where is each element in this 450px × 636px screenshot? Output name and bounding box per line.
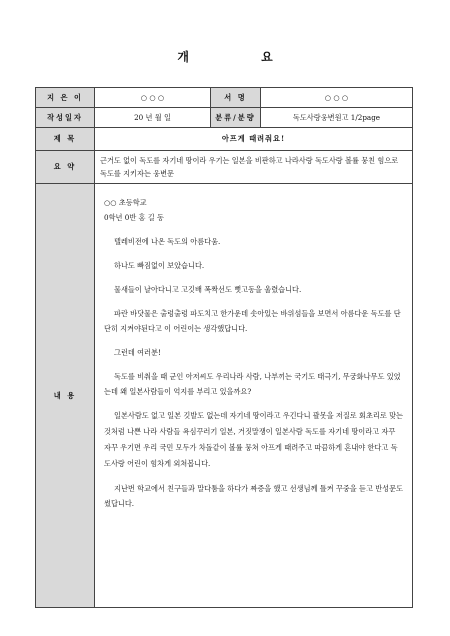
name-label: 서 명 (211, 88, 261, 108)
category-label: 분류/분량 (211, 108, 261, 128)
author-label: 지 은 이 (36, 88, 95, 108)
paragraph: 물새들이 날아다니고 고깃배 폭짝선도 뻣고동을 울렸습니다. (114, 285, 302, 294)
date-label: 작성일자 (36, 108, 95, 128)
summary-label: 요 약 (36, 151, 95, 184)
subject-label: 제 목 (36, 128, 95, 151)
school-name: ○○ 초등학교 (104, 198, 147, 207)
content-label: 내 용 (36, 184, 95, 608)
document-title: 개 요 (177, 50, 307, 64)
paragraph: 텔레비전에 나온 독도의 아름다움. (114, 237, 221, 246)
paragraph: 그런데 여러분! (114, 348, 161, 357)
paragraph: 하나도 빠짐없이 보았습니다. (114, 261, 205, 270)
paragraph: 지난번 학교에서 친구들과 말다툼을 하다가 짜증을 했고 선생님께 틀켜 꾸중을 듣고 반성문도 썼답니다. (104, 484, 403, 508)
subject-value: 아프게 때려줘요! (95, 128, 413, 151)
summary-value: 근거도 없이 독도를 자기네 땅이라 우기는 일본을 비판하고 나라사랑 독도사랑 볼률 뭉친 힘으로 독도를 지키자는 웅변문 (95, 151, 413, 184)
name-value: ○ ○ ○ (261, 88, 413, 108)
author-value: ○ ○ ○ (95, 88, 211, 108)
student-name: 0학년 0반 홍 길 동 (104, 213, 164, 222)
content-body (95, 184, 413, 608)
paragraph: 파란 바닷물은 출렁출렁 파도치고 한가운데 솟아있는 바위섬들을 보면서 아름다운 독도를 단단히 지켜야된다고 이 어린이는 생각했답니다. (104, 309, 401, 333)
date-value: 20 년 월 일 (95, 108, 211, 128)
paragraph: 독도를 비춰을 때 군인 아저씨도 우리나라 사람, 나부끼는 국기도 태극기, 무궁화나무도 있었는데 왜 일본사람들이 억지를 부리고 있을까요? (104, 372, 401, 396)
outline-form (35, 87, 413, 608)
category-value: 독도사랑웅변원고 1/2page (261, 108, 413, 128)
paragraph: 일본사람도 없고 일본 깃발도 없는데 자기네 땅이라고 우긴다니 괄못을 저질로 회초리로 맞는 것처럼 나쁜 나라 사람들 욕심꾸러기 일본, 거짓말쟁이 일본사람 독도를 자기네 땅이라고 자꾸 자꾸 우기면 우리 국민 모두가 차돌같이 볼률 뭉쳐 아프게 때려주고 따끔하게 혼내야 한다고 독도사랑 어린이 힘차게 외쳐봅니다. (104, 411, 403, 468)
